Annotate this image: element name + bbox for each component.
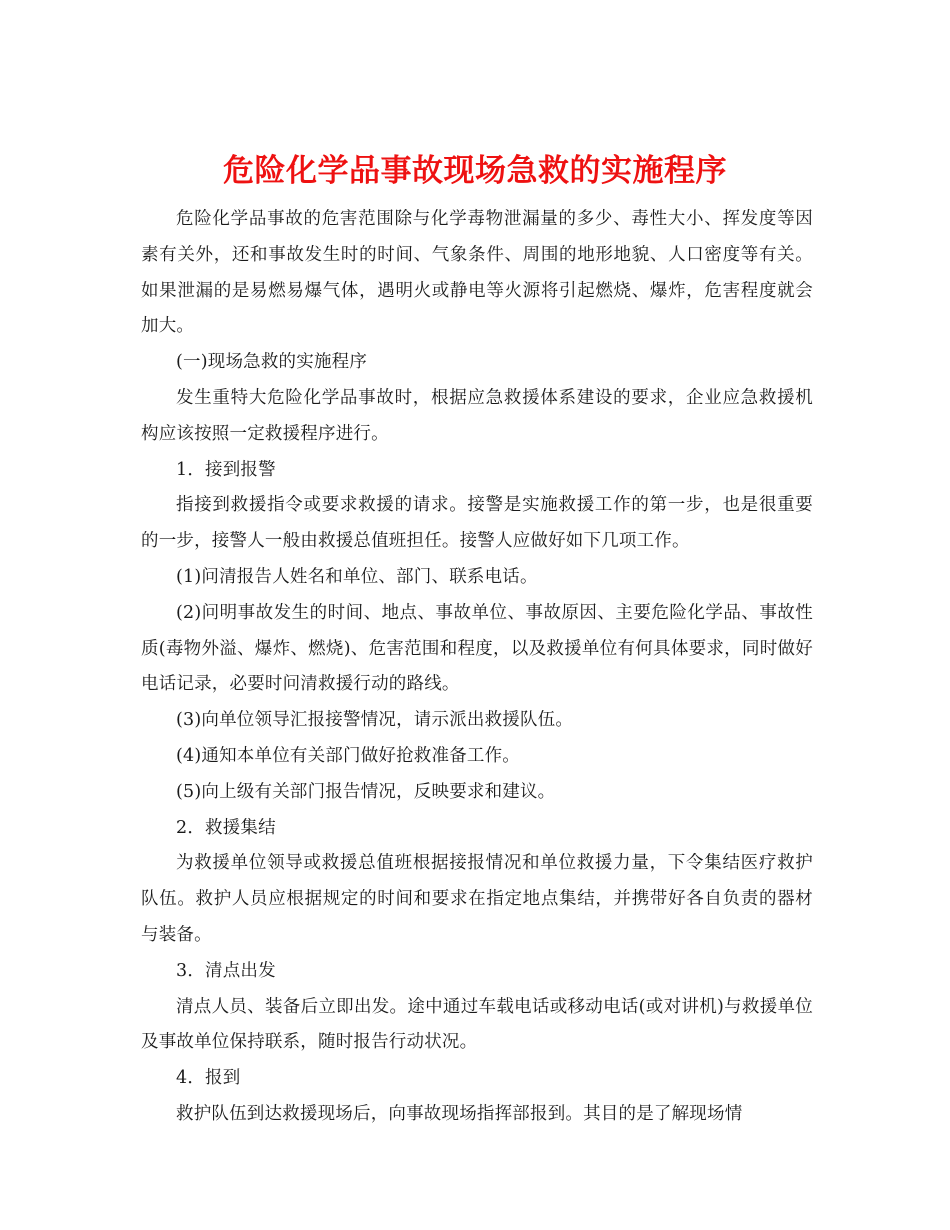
paragraph: 清点人员、装备后立即出发。途中通过车载电话或移动电话(或对讲机)与救援单位及事故单位保持联系，随时报告行动状况。 xyxy=(141,996,813,1053)
list-item: (2)问明事故发生的时间、地点、事故单位、事故原因、主要危险化学品、事故性质(毒物外溢、爆炸、燃烧)、危害范围和程度，以及救援单位有何具体要求，同时做好电话记录，必要时问清救援行动的路线。 xyxy=(141,602,813,695)
list-item: (5)向上级有关部门报告情况，反映要求和建议。 xyxy=(176,781,556,802)
step-heading: 2．救援集结 xyxy=(176,817,276,838)
list-item: (1)问清报告人姓名和单位、部门、联系电话。 xyxy=(176,566,538,587)
list-item: (4)通知本单位有关部门做好抢救准备工作。 xyxy=(176,745,520,766)
document-body xyxy=(141,202,813,1133)
paragraph: 发生重特大危险化学品事故时，根据应急救援体系建设的要求，企业应急救援机构应该按照一定救援程序进行。 xyxy=(141,387,813,444)
paragraph-intro: 危险化学品事故的危害范围除与化学毒物泄漏量的多少、毒性大小、挥发度等因素有关外，还和事故发生时的时间、气象条件、周围的地形地貌、人口密度等有关。如果泄漏的是易燃易爆气体，遇明火或静电等火源将引起燃烧、爆炸，危害程度就会加大。 xyxy=(141,209,813,337)
paragraph: 为救援单位领导或救援总值班根据接报情况和单位救援力量，下令集结医疗救护队伍。救护人员应根据规定的时间和要求在指定地点集结，并携带好各自负责的器材与装备。 xyxy=(141,853,813,945)
paragraph: 救护队伍到达救援现场后，向事故现场指挥部报到。其目的是了解现场情 xyxy=(176,1103,743,1124)
step-heading: 1．接到报警 xyxy=(176,459,276,480)
paragraph: 指接到救援指令或要求救援的请求。接警是实施救援工作的第一步，也是很重要的一步，接警人一般由救援总值班担任。接警人应做好如下几项工作。 xyxy=(141,495,813,552)
list-item: (3)向单位领导汇报接警情况，请示派出救援队伍。 xyxy=(176,710,574,731)
step-heading: 3．清点出发 xyxy=(176,960,276,981)
document-title: 危险化学品事故现场急救的实施程序 xyxy=(223,152,727,189)
step-heading: 4．报到 xyxy=(176,1068,241,1089)
section-heading: (一)现场急救的实施程序 xyxy=(176,352,368,373)
